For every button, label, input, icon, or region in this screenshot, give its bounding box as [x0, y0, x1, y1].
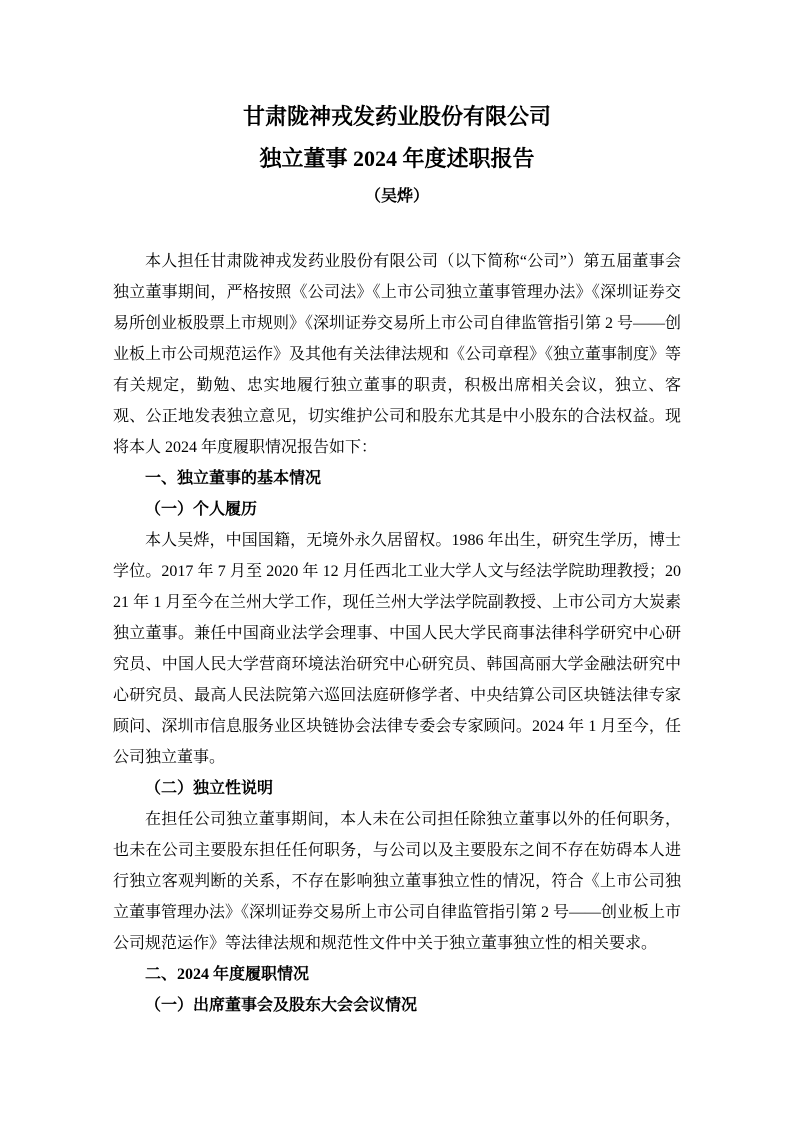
section-heading-basic-info: 一、独立董事的基本情况 [145, 470, 322, 487]
doc-title-company: 甘肃陇神戎发药业股份有限公司 [242, 104, 551, 129]
doc-title-report: 独立董事 2024 年度述职报告 [259, 146, 535, 171]
paragraph-independence: 在担任公司独立董事期间，本人未在公司担任除独立董事以外的任何职务，也未在公司主要股东担任任何职务，与公司以及主要股东之间不存在妨碍本人进行独立客观判断的关系，不存在影响独立董事独立性的情况，符合《上市公司独立董事管理办法》《深圳证券交易所上市公司自律监管指引第 2 号——创业板上市公司规范运作》等法律法规和规范性文件中关于独立董事独立性的相关要求。 [113, 811, 682, 952]
doc-title-author: （吴烨） [364, 188, 429, 205]
section-heading-2024-performance: 二、2024 年度履职情况 [145, 966, 310, 983]
section-heading-independence: （二）独立性说明 [145, 780, 274, 797]
paragraph-resume: 本人吴烨，中国国籍，无境外永久居留权。1986 年出生，研究生学历，博士学位。2017 年 7 月至 2020 年 12 月任西北工业大学人文与经法学院助理教授；2021 年 1 月至今在兰州大学工作，现任兰州大学法学院副教授、上市公司方大炭素独立董事。兼任中国商业法学会理事、中国人民大学民商事法律科学研究中心研究员、中国人民大学营商环境法治研究中心研究员、韩国高丽大学金融法研究中心研究员、最高人民法院第六巡回法庭研修学者、中央结算公司区块链法律专家顾问、深圳市信息服务业区块链协会法律专委会专家顾问。2024 年 1 月至今，任公司独立董事。 [113, 532, 681, 766]
paragraph-intro: 本人担任甘肃陇神戎发药业股份有限公司（以下简称“公司”）第五届董事会独立董事期间，严格按照《公司法》《上市公司独立董事管理办法》《深圳证券交易所创业板股票上市规则》《深圳证券交易所上市公司自律监管指引第 2 号——创业板上市公司规范运作》及其他有关法律法规和《公司章程》《独立董事制度》等有关规定，勤勉、忠实地履行独立董事的职责，积极出席相关会议，独立、客观、公正地发表独立意见，切实维护公司和股东尤其是中小股东的合法权益。现将本人 2024 年度履职情况报告如下： [113, 253, 682, 456]
section-heading-meeting-attendance: （一）出席董事会及股东大会会议情况 [145, 997, 418, 1014]
section-heading-personal-resume: （一）个人履历 [145, 501, 258, 518]
document-body [113, 246, 681, 1021]
